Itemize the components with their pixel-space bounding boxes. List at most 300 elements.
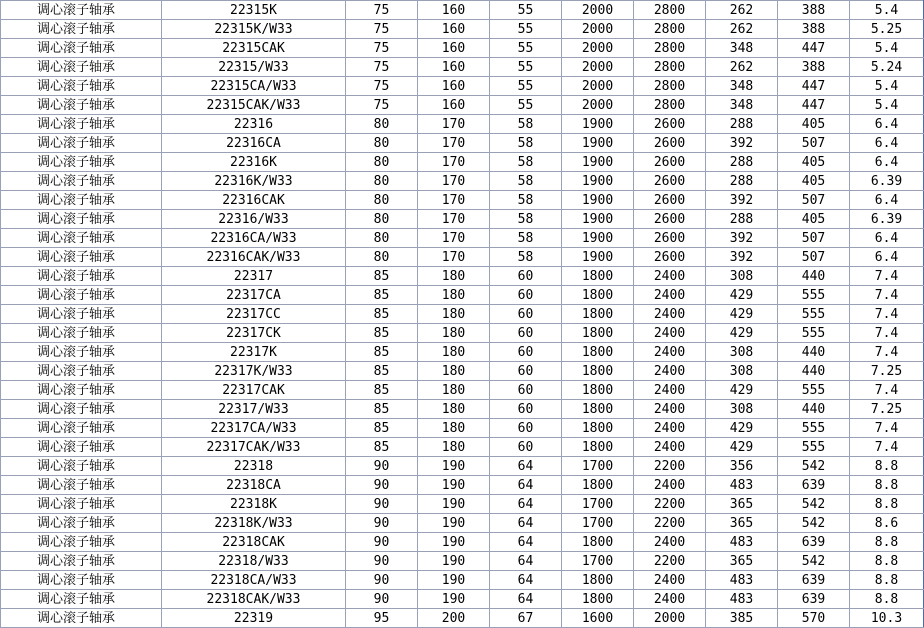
weight-cell[interactable]: 5.4 [850, 96, 924, 115]
grease-speed-cell[interactable]: 1900 [562, 191, 634, 210]
type-cell[interactable]: 调心滚子轴承 [1, 590, 162, 609]
width-cell[interactable]: 64 [490, 552, 562, 571]
model-cell[interactable]: 22317CK [162, 324, 346, 343]
model-cell[interactable]: 22318CA/W33 [162, 571, 346, 590]
weight-cell[interactable]: 7.4 [850, 267, 924, 286]
dynamic-load-cell[interactable]: 385 [706, 609, 778, 628]
oil-speed-cell[interactable]: 2600 [634, 248, 706, 267]
outer-diameter-cell[interactable]: 190 [418, 552, 490, 571]
type-cell[interactable]: 调心滚子轴承 [1, 305, 162, 324]
dynamic-load-cell[interactable]: 392 [706, 248, 778, 267]
oil-speed-cell[interactable]: 2600 [634, 210, 706, 229]
dynamic-load-cell[interactable]: 429 [706, 419, 778, 438]
outer-diameter-cell[interactable]: 170 [418, 229, 490, 248]
weight-cell[interactable]: 7.25 [850, 362, 924, 381]
inner-diameter-cell[interactable]: 90 [346, 533, 418, 552]
dynamic-load-cell[interactable]: 392 [706, 229, 778, 248]
outer-diameter-cell[interactable]: 190 [418, 590, 490, 609]
model-cell[interactable]: 22316CA [162, 134, 346, 153]
inner-diameter-cell[interactable]: 80 [346, 153, 418, 172]
outer-diameter-cell[interactable]: 180 [418, 267, 490, 286]
static-load-cell[interactable]: 388 [778, 1, 850, 20]
oil-speed-cell[interactable]: 2000 [634, 609, 706, 628]
weight-cell[interactable]: 8.8 [850, 457, 924, 476]
weight-cell[interactable]: 7.4 [850, 343, 924, 362]
oil-speed-cell[interactable]: 2400 [634, 324, 706, 343]
static-load-cell[interactable]: 507 [778, 191, 850, 210]
static-load-cell[interactable]: 555 [778, 381, 850, 400]
oil-speed-cell[interactable]: 2800 [634, 39, 706, 58]
dynamic-load-cell[interactable]: 288 [706, 210, 778, 229]
grease-speed-cell[interactable]: 1900 [562, 115, 634, 134]
grease-speed-cell[interactable]: 1800 [562, 438, 634, 457]
dynamic-load-cell[interactable]: 308 [706, 400, 778, 419]
type-cell[interactable]: 调心滚子轴承 [1, 248, 162, 267]
static-load-cell[interactable]: 405 [778, 115, 850, 134]
inner-diameter-cell[interactable]: 85 [346, 419, 418, 438]
outer-diameter-cell[interactable]: 160 [418, 77, 490, 96]
oil-speed-cell[interactable]: 2400 [634, 267, 706, 286]
inner-diameter-cell[interactable]: 80 [346, 134, 418, 153]
oil-speed-cell[interactable]: 2400 [634, 381, 706, 400]
weight-cell[interactable]: 8.8 [850, 495, 924, 514]
width-cell[interactable]: 60 [490, 419, 562, 438]
grease-speed-cell[interactable]: 1900 [562, 229, 634, 248]
grease-speed-cell[interactable]: 1700 [562, 514, 634, 533]
width-cell[interactable]: 60 [490, 362, 562, 381]
weight-cell[interactable]: 8.6 [850, 514, 924, 533]
width-cell[interactable]: 60 [490, 305, 562, 324]
weight-cell[interactable]: 6.4 [850, 229, 924, 248]
type-cell[interactable]: 调心滚子轴承 [1, 476, 162, 495]
inner-diameter-cell[interactable]: 85 [346, 438, 418, 457]
grease-speed-cell[interactable]: 1800 [562, 343, 634, 362]
inner-diameter-cell[interactable]: 90 [346, 514, 418, 533]
grease-speed-cell[interactable]: 1800 [562, 381, 634, 400]
static-load-cell[interactable]: 507 [778, 229, 850, 248]
static-load-cell[interactable]: 447 [778, 96, 850, 115]
inner-diameter-cell[interactable]: 85 [346, 324, 418, 343]
type-cell[interactable]: 调心滚子轴承 [1, 400, 162, 419]
dynamic-load-cell[interactable]: 429 [706, 286, 778, 305]
width-cell[interactable]: 67 [490, 609, 562, 628]
type-cell[interactable]: 调心滚子轴承 [1, 1, 162, 20]
weight-cell[interactable]: 5.4 [850, 39, 924, 58]
type-cell[interactable]: 调心滚子轴承 [1, 267, 162, 286]
oil-speed-cell[interactable]: 2400 [634, 533, 706, 552]
weight-cell[interactable]: 10.3 [850, 609, 924, 628]
type-cell[interactable]: 调心滚子轴承 [1, 58, 162, 77]
dynamic-load-cell[interactable]: 348 [706, 39, 778, 58]
width-cell[interactable]: 60 [490, 286, 562, 305]
oil-speed-cell[interactable]: 2200 [634, 457, 706, 476]
dynamic-load-cell[interactable]: 262 [706, 58, 778, 77]
static-load-cell[interactable]: 507 [778, 134, 850, 153]
outer-diameter-cell[interactable]: 170 [418, 191, 490, 210]
type-cell[interactable]: 调心滚子轴承 [1, 20, 162, 39]
model-cell[interactable]: 22318CAK [162, 533, 346, 552]
oil-speed-cell[interactable]: 2600 [634, 172, 706, 191]
type-cell[interactable]: 调心滚子轴承 [1, 153, 162, 172]
outer-diameter-cell[interactable]: 180 [418, 324, 490, 343]
inner-diameter-cell[interactable]: 90 [346, 495, 418, 514]
model-cell[interactable]: 22317K [162, 343, 346, 362]
static-load-cell[interactable]: 542 [778, 514, 850, 533]
grease-speed-cell[interactable]: 1800 [562, 419, 634, 438]
oil-speed-cell[interactable]: 2400 [634, 438, 706, 457]
model-cell[interactable]: 22317 [162, 267, 346, 286]
inner-diameter-cell[interactable]: 85 [346, 343, 418, 362]
outer-diameter-cell[interactable]: 160 [418, 58, 490, 77]
outer-diameter-cell[interactable]: 160 [418, 39, 490, 58]
static-load-cell[interactable]: 639 [778, 476, 850, 495]
oil-speed-cell[interactable]: 2200 [634, 495, 706, 514]
outer-diameter-cell[interactable]: 170 [418, 134, 490, 153]
type-cell[interactable]: 调心滚子轴承 [1, 552, 162, 571]
static-load-cell[interactable]: 507 [778, 248, 850, 267]
type-cell[interactable]: 调心滚子轴承 [1, 96, 162, 115]
model-cell[interactable]: 22318CA [162, 476, 346, 495]
static-load-cell[interactable]: 447 [778, 39, 850, 58]
outer-diameter-cell[interactable]: 180 [418, 438, 490, 457]
type-cell[interactable]: 调心滚子轴承 [1, 495, 162, 514]
weight-cell[interactable]: 6.39 [850, 172, 924, 191]
dynamic-load-cell[interactable]: 392 [706, 191, 778, 210]
oil-speed-cell[interactable]: 2600 [634, 115, 706, 134]
oil-speed-cell[interactable]: 2400 [634, 476, 706, 495]
weight-cell[interactable]: 7.4 [850, 305, 924, 324]
width-cell[interactable]: 58 [490, 191, 562, 210]
oil-speed-cell[interactable]: 2800 [634, 96, 706, 115]
type-cell[interactable]: 调心滚子轴承 [1, 381, 162, 400]
weight-cell[interactable]: 8.8 [850, 552, 924, 571]
width-cell[interactable]: 64 [490, 533, 562, 552]
static-load-cell[interactable]: 555 [778, 419, 850, 438]
width-cell[interactable]: 60 [490, 400, 562, 419]
inner-diameter-cell[interactable]: 75 [346, 39, 418, 58]
grease-speed-cell[interactable]: 1800 [562, 476, 634, 495]
dynamic-load-cell[interactable]: 483 [706, 533, 778, 552]
static-load-cell[interactable]: 405 [778, 172, 850, 191]
grease-speed-cell[interactable]: 1900 [562, 210, 634, 229]
dynamic-load-cell[interactable]: 348 [706, 77, 778, 96]
dynamic-load-cell[interactable]: 288 [706, 172, 778, 191]
oil-speed-cell[interactable]: 2600 [634, 191, 706, 210]
width-cell[interactable]: 64 [490, 495, 562, 514]
dynamic-load-cell[interactable]: 483 [706, 590, 778, 609]
inner-diameter-cell[interactable]: 80 [346, 229, 418, 248]
grease-speed-cell[interactable]: 2000 [562, 58, 634, 77]
static-load-cell[interactable]: 542 [778, 495, 850, 514]
outer-diameter-cell[interactable]: 190 [418, 533, 490, 552]
outer-diameter-cell[interactable]: 200 [418, 609, 490, 628]
width-cell[interactable]: 60 [490, 324, 562, 343]
weight-cell[interactable]: 7.4 [850, 381, 924, 400]
model-cell[interactable]: 22316CA/W33 [162, 229, 346, 248]
model-cell[interactable]: 22317CA [162, 286, 346, 305]
width-cell[interactable]: 58 [490, 134, 562, 153]
static-load-cell[interactable]: 440 [778, 400, 850, 419]
weight-cell[interactable]: 8.8 [850, 590, 924, 609]
inner-diameter-cell[interactable]: 85 [346, 381, 418, 400]
weight-cell[interactable]: 6.39 [850, 210, 924, 229]
width-cell[interactable]: 64 [490, 571, 562, 590]
type-cell[interactable]: 调心滚子轴承 [1, 324, 162, 343]
static-load-cell[interactable]: 570 [778, 609, 850, 628]
static-load-cell[interactable]: 440 [778, 343, 850, 362]
static-load-cell[interactable]: 639 [778, 571, 850, 590]
weight-cell[interactable]: 8.8 [850, 571, 924, 590]
oil-speed-cell[interactable]: 2400 [634, 286, 706, 305]
grease-speed-cell[interactable]: 1800 [562, 305, 634, 324]
weight-cell[interactable]: 7.4 [850, 419, 924, 438]
oil-speed-cell[interactable]: 2800 [634, 58, 706, 77]
inner-diameter-cell[interactable]: 75 [346, 1, 418, 20]
inner-diameter-cell[interactable]: 75 [346, 58, 418, 77]
outer-diameter-cell[interactable]: 180 [418, 381, 490, 400]
inner-diameter-cell[interactable]: 90 [346, 457, 418, 476]
dynamic-load-cell[interactable]: 483 [706, 476, 778, 495]
dynamic-load-cell[interactable]: 308 [706, 343, 778, 362]
static-load-cell[interactable]: 555 [778, 286, 850, 305]
inner-diameter-cell[interactable]: 80 [346, 248, 418, 267]
inner-diameter-cell[interactable]: 75 [346, 20, 418, 39]
width-cell[interactable]: 58 [490, 115, 562, 134]
grease-speed-cell[interactable]: 1900 [562, 172, 634, 191]
type-cell[interactable]: 调心滚子轴承 [1, 343, 162, 362]
model-cell[interactable]: 22316CAK [162, 191, 346, 210]
type-cell[interactable]: 调心滚子轴承 [1, 172, 162, 191]
weight-cell[interactable]: 5.25 [850, 20, 924, 39]
oil-speed-cell[interactable]: 2200 [634, 552, 706, 571]
grease-speed-cell[interactable]: 2000 [562, 1, 634, 20]
inner-diameter-cell[interactable]: 85 [346, 267, 418, 286]
model-cell[interactable]: 22317CC [162, 305, 346, 324]
dynamic-load-cell[interactable]: 356 [706, 457, 778, 476]
oil-speed-cell[interactable]: 2600 [634, 153, 706, 172]
inner-diameter-cell[interactable]: 85 [346, 286, 418, 305]
inner-diameter-cell[interactable]: 85 [346, 400, 418, 419]
dynamic-load-cell[interactable]: 262 [706, 1, 778, 20]
dynamic-load-cell[interactable]: 288 [706, 115, 778, 134]
grease-speed-cell[interactable]: 1800 [562, 400, 634, 419]
outer-diameter-cell[interactable]: 180 [418, 400, 490, 419]
outer-diameter-cell[interactable]: 180 [418, 362, 490, 381]
weight-cell[interactable]: 6.4 [850, 134, 924, 153]
static-load-cell[interactable]: 555 [778, 324, 850, 343]
outer-diameter-cell[interactable]: 160 [418, 1, 490, 20]
dynamic-load-cell[interactable]: 262 [706, 20, 778, 39]
dynamic-load-cell[interactable]: 483 [706, 571, 778, 590]
model-cell[interactable]: 22316K [162, 153, 346, 172]
type-cell[interactable]: 调心滚子轴承 [1, 77, 162, 96]
inner-diameter-cell[interactable]: 90 [346, 476, 418, 495]
grease-speed-cell[interactable]: 2000 [562, 20, 634, 39]
model-cell[interactable]: 22317CA/W33 [162, 419, 346, 438]
model-cell[interactable]: 22315K/W33 [162, 20, 346, 39]
outer-diameter-cell[interactable]: 190 [418, 476, 490, 495]
outer-diameter-cell[interactable]: 170 [418, 172, 490, 191]
type-cell[interactable]: 调心滚子轴承 [1, 419, 162, 438]
width-cell[interactable]: 55 [490, 96, 562, 115]
dynamic-load-cell[interactable]: 429 [706, 438, 778, 457]
inner-diameter-cell[interactable]: 75 [346, 77, 418, 96]
dynamic-load-cell[interactable]: 429 [706, 324, 778, 343]
oil-speed-cell[interactable]: 2800 [634, 77, 706, 96]
model-cell[interactable]: 22317CAK [162, 381, 346, 400]
grease-speed-cell[interactable]: 1700 [562, 495, 634, 514]
oil-speed-cell[interactable]: 2800 [634, 1, 706, 20]
static-load-cell[interactable]: 542 [778, 457, 850, 476]
grease-speed-cell[interactable]: 1700 [562, 552, 634, 571]
width-cell[interactable]: 60 [490, 267, 562, 286]
weight-cell[interactable]: 7.4 [850, 438, 924, 457]
width-cell[interactable]: 55 [490, 20, 562, 39]
model-cell[interactable]: 22318K/W33 [162, 514, 346, 533]
dynamic-load-cell[interactable]: 288 [706, 153, 778, 172]
static-load-cell[interactable]: 639 [778, 590, 850, 609]
width-cell[interactable]: 64 [490, 476, 562, 495]
model-cell[interactable]: 22319 [162, 609, 346, 628]
weight-cell[interactable]: 5.4 [850, 77, 924, 96]
outer-diameter-cell[interactable]: 180 [418, 305, 490, 324]
grease-speed-cell[interactable]: 1800 [562, 533, 634, 552]
model-cell[interactable]: 22316 [162, 115, 346, 134]
type-cell[interactable]: 调心滚子轴承 [1, 286, 162, 305]
inner-diameter-cell[interactable]: 80 [346, 115, 418, 134]
inner-diameter-cell[interactable]: 80 [346, 210, 418, 229]
dynamic-load-cell[interactable]: 365 [706, 514, 778, 533]
weight-cell[interactable]: 6.4 [850, 153, 924, 172]
width-cell[interactable]: 55 [490, 77, 562, 96]
width-cell[interactable]: 55 [490, 39, 562, 58]
weight-cell[interactable]: 7.4 [850, 324, 924, 343]
grease-speed-cell[interactable]: 1800 [562, 324, 634, 343]
grease-speed-cell[interactable]: 2000 [562, 77, 634, 96]
weight-cell[interactable]: 7.4 [850, 286, 924, 305]
outer-diameter-cell[interactable]: 170 [418, 153, 490, 172]
static-load-cell[interactable]: 388 [778, 58, 850, 77]
oil-speed-cell[interactable]: 2200 [634, 514, 706, 533]
oil-speed-cell[interactable]: 2800 [634, 20, 706, 39]
type-cell[interactable]: 调心滚子轴承 [1, 115, 162, 134]
static-load-cell[interactable]: 555 [778, 305, 850, 324]
oil-speed-cell[interactable]: 2400 [634, 419, 706, 438]
inner-diameter-cell[interactable]: 80 [346, 172, 418, 191]
model-cell[interactable]: 22315CAK [162, 39, 346, 58]
static-load-cell[interactable]: 440 [778, 362, 850, 381]
outer-diameter-cell[interactable]: 190 [418, 495, 490, 514]
model-cell[interactable]: 22318 [162, 457, 346, 476]
weight-cell[interactable]: 6.4 [850, 191, 924, 210]
type-cell[interactable]: 调心滚子轴承 [1, 134, 162, 153]
oil-speed-cell[interactable]: 2400 [634, 400, 706, 419]
width-cell[interactable]: 60 [490, 438, 562, 457]
static-load-cell[interactable]: 555 [778, 438, 850, 457]
dynamic-load-cell[interactable]: 365 [706, 552, 778, 571]
outer-diameter-cell[interactable]: 190 [418, 514, 490, 533]
grease-speed-cell[interactable]: 1800 [562, 590, 634, 609]
type-cell[interactable]: 调心滚子轴承 [1, 191, 162, 210]
model-cell[interactable]: 22316/W33 [162, 210, 346, 229]
inner-diameter-cell[interactable]: 80 [346, 191, 418, 210]
grease-speed-cell[interactable]: 1900 [562, 153, 634, 172]
grease-speed-cell[interactable]: 1900 [562, 248, 634, 267]
type-cell[interactable]: 调心滚子轴承 [1, 514, 162, 533]
type-cell[interactable]: 调心滚子轴承 [1, 457, 162, 476]
inner-diameter-cell[interactable]: 85 [346, 305, 418, 324]
outer-diameter-cell[interactable]: 190 [418, 457, 490, 476]
weight-cell[interactable]: 7.25 [850, 400, 924, 419]
width-cell[interactable]: 58 [490, 172, 562, 191]
oil-speed-cell[interactable]: 2400 [634, 305, 706, 324]
dynamic-load-cell[interactable]: 308 [706, 362, 778, 381]
width-cell[interactable]: 64 [490, 457, 562, 476]
dynamic-load-cell[interactable]: 365 [706, 495, 778, 514]
grease-speed-cell[interactable]: 1700 [562, 457, 634, 476]
model-cell[interactable]: 22317K/W33 [162, 362, 346, 381]
type-cell[interactable]: 调心滚子轴承 [1, 609, 162, 628]
grease-speed-cell[interactable]: 2000 [562, 96, 634, 115]
width-cell[interactable]: 58 [490, 229, 562, 248]
outer-diameter-cell[interactable]: 160 [418, 96, 490, 115]
model-cell[interactable]: 22317/W33 [162, 400, 346, 419]
oil-speed-cell[interactable]: 2400 [634, 571, 706, 590]
static-load-cell[interactable]: 405 [778, 210, 850, 229]
grease-speed-cell[interactable]: 1800 [562, 286, 634, 305]
type-cell[interactable]: 调心滚子轴承 [1, 571, 162, 590]
weight-cell[interactable]: 8.8 [850, 533, 924, 552]
oil-speed-cell[interactable]: 2400 [634, 362, 706, 381]
width-cell[interactable]: 58 [490, 248, 562, 267]
width-cell[interactable]: 58 [490, 153, 562, 172]
oil-speed-cell[interactable]: 2600 [634, 229, 706, 248]
static-load-cell[interactable]: 440 [778, 267, 850, 286]
width-cell[interactable]: 60 [490, 381, 562, 400]
outer-diameter-cell[interactable]: 190 [418, 571, 490, 590]
static-load-cell[interactable]: 405 [778, 153, 850, 172]
model-cell[interactable]: 22315CA/W33 [162, 77, 346, 96]
weight-cell[interactable]: 8.8 [850, 476, 924, 495]
grease-speed-cell[interactable]: 1600 [562, 609, 634, 628]
static-load-cell[interactable]: 447 [778, 77, 850, 96]
dynamic-load-cell[interactable]: 392 [706, 134, 778, 153]
inner-diameter-cell[interactable]: 95 [346, 609, 418, 628]
width-cell[interactable]: 64 [490, 514, 562, 533]
grease-speed-cell[interactable]: 1900 [562, 134, 634, 153]
static-load-cell[interactable]: 388 [778, 20, 850, 39]
model-cell[interactable]: 22315/W33 [162, 58, 346, 77]
weight-cell[interactable]: 6.4 [850, 248, 924, 267]
inner-diameter-cell[interactable]: 90 [346, 571, 418, 590]
type-cell[interactable]: 调心滚子轴承 [1, 362, 162, 381]
model-cell[interactable]: 22318/W33 [162, 552, 346, 571]
outer-diameter-cell[interactable]: 170 [418, 248, 490, 267]
outer-diameter-cell[interactable]: 180 [418, 419, 490, 438]
model-cell[interactable]: 22316K/W33 [162, 172, 346, 191]
model-cell[interactable]: 22318K [162, 495, 346, 514]
oil-speed-cell[interactable]: 2400 [634, 590, 706, 609]
grease-speed-cell[interactable]: 1800 [562, 571, 634, 590]
grease-speed-cell[interactable]: 1800 [562, 267, 634, 286]
weight-cell[interactable]: 5.4 [850, 1, 924, 20]
model-cell[interactable]: 22317CAK/W33 [162, 438, 346, 457]
static-load-cell[interactable]: 639 [778, 533, 850, 552]
dynamic-load-cell[interactable]: 308 [706, 267, 778, 286]
dynamic-load-cell[interactable]: 348 [706, 96, 778, 115]
inner-diameter-cell[interactable]: 75 [346, 96, 418, 115]
width-cell[interactable]: 60 [490, 343, 562, 362]
